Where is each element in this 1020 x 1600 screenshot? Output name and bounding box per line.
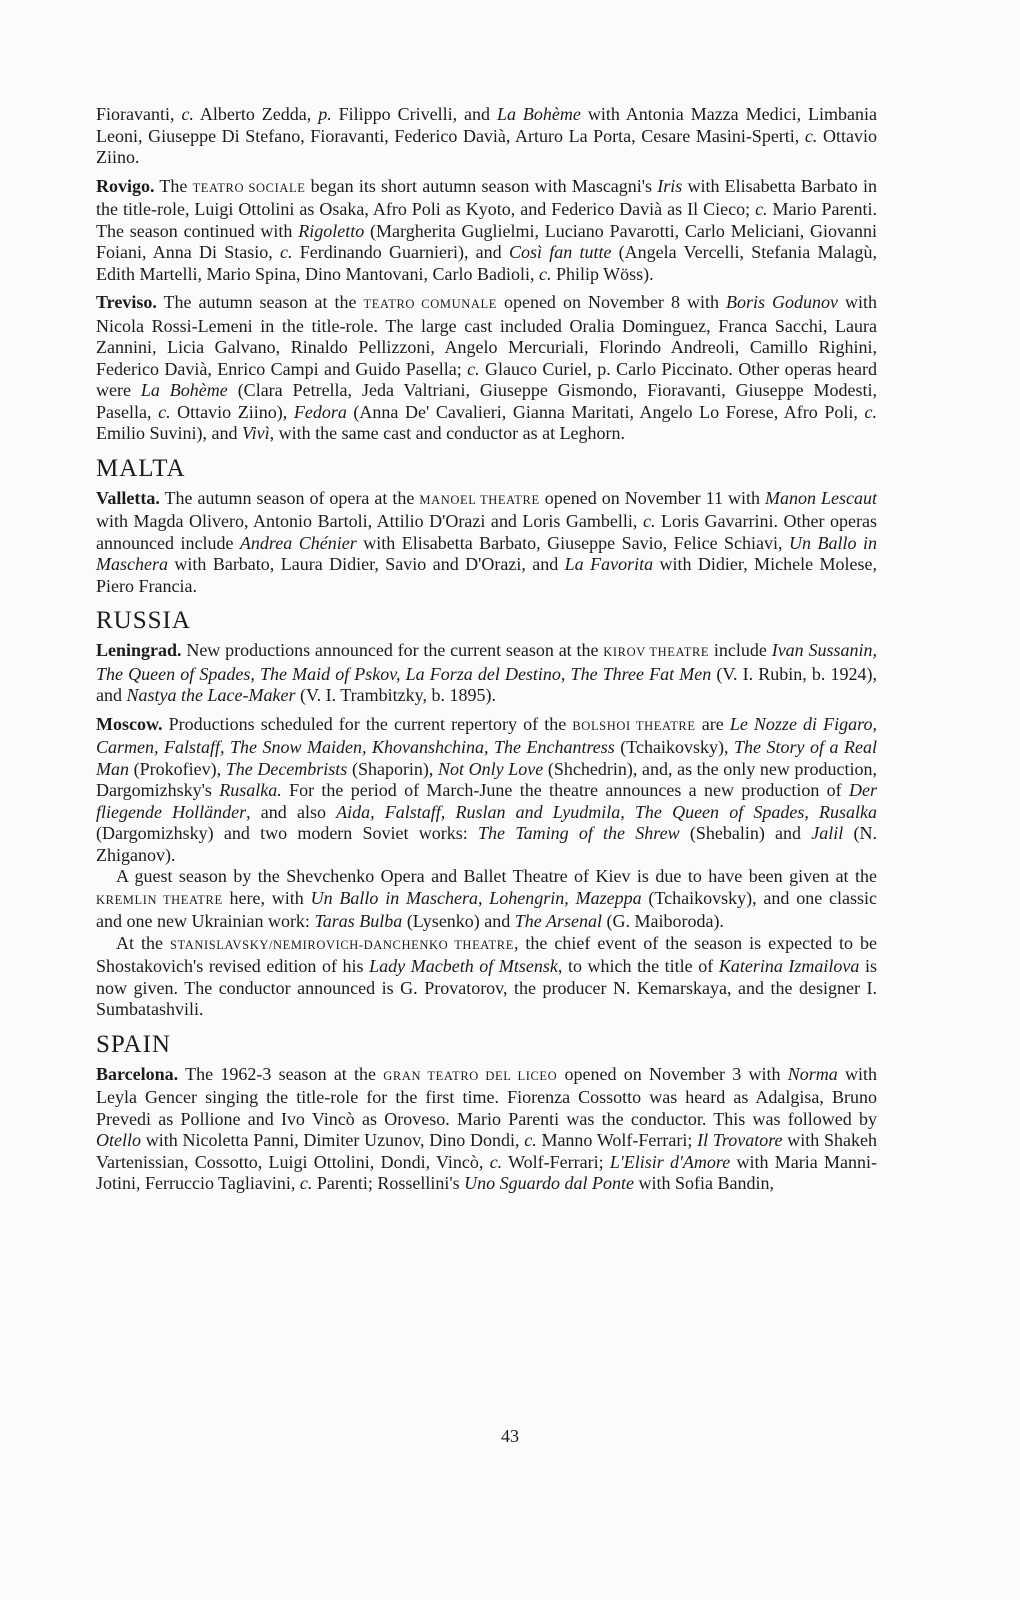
text-run: Filippo Crivelli, and [331,104,497,124]
text-run: Glauco Curiel, p. Carlo Piccinato. Other operas heard were [96,358,878,400]
text-run: opened on November 3 with [557,1063,788,1084]
italic-run: La Bohème [140,380,228,400]
italic-run: Fedora [293,401,347,422]
italic-run: Katerina Izmailova [718,956,860,976]
text-run: (Anna De' Cavalieri, Gianna Maritati, Angelo Lo Forese, Afro Poli, [346,401,865,422]
text-run: with Elisabetta Barbato, Giuseppe Savio, Felice Schiavi, [356,532,790,553]
place-name: Treviso. [96,292,157,312]
italic-run: Jalil [811,823,844,843]
italic-run: Ivan Sussanin, The Queen of Spades, The Maid of Pskov, La Forza del Destino, The Three Fat Men [96,640,877,684]
italic-run: The Arsenal [514,911,602,931]
text-run: Mario Parenti. The season continued with [96,199,877,241]
text-run: , to which the title of [557,956,719,976]
page-number: 43 [501,1426,519,1446]
italic-run: The Story of a Real Man [96,737,877,779]
italic-run: Der fliegende Holländer [96,780,877,822]
text-run: , the chief event of the season is expected to be Shostakovich's revised edition of his [96,932,877,976]
theatre-name: STANISLAVSKY/NEMIROVICH-DANCHENKO THEATRE [169,937,514,952]
text-run: (Dargomizhsky) and two modern Soviet works: [96,823,478,843]
text-run: include [709,640,772,660]
text-run: with Didier, Michele Molese, Piero Francia. [96,554,877,596]
place-name: Barcelona. [96,1063,179,1084]
place-name: Moscow. [96,713,163,734]
text-run: (Shaporin), [347,758,439,779]
text-run: The [154,175,193,196]
text-run: A guest season by the Shevchenko Opera and Ballet Theatre of Kiev is due to have been given at the [116,866,877,886]
body-paragraph [96,488,877,598]
body-paragraph [96,933,877,1021]
text-run: (V. I. Rubin, b. 1924), and [96,663,878,705]
italic-run: c. [804,125,818,146]
text-run: with Magda Olivero, Antonio Bartoli, Attilio D'Orazi and Loris Gambelli, [96,511,643,531]
text-run: with Nicola Rossi-Lemeni in the title-role. The large cast included Oralia Dominguez, Franca Sacchi, Laura Zannini, Licia Galvano, Rinaldo Pellizzoni, Angelo Mercuriali, Florindo Andreoli, Camillo Righini, Federico Davià, Enrico Campi and Guido Pasella; [96,292,877,379]
italic-run: c. [181,104,194,124]
text-run: opened on November 11 with [539,487,765,508]
italic-run: c. [280,242,293,262]
theatre-name: MANOEL THEATRE [419,492,540,507]
text-run: Emilio Suvini), and [96,423,242,443]
theatre-name: BOLSHOI THEATRE [572,718,696,733]
text-run: Wolf-Ferrari; [502,1151,610,1172]
italic-run: c. [158,401,171,422]
italic-run: Le Nozze di Figaro, Carmen, Falstaff, The Snow Maiden, Khovanshchina, The Enchantress [96,713,877,757]
place-name: Valletta. [96,487,160,508]
text-run: (Lysenko) and [402,911,515,931]
italic-run: Il Trovatore [697,1130,783,1150]
text-run: (Tchaikovsky), and one classic and one new Ukrainian work: [96,887,877,931]
theatre-name: TEATRO COMUNALE [363,297,497,311]
text-run: The autumn season at the [156,292,364,312]
italic-run: L'Elisir d'Amore [609,1151,731,1172]
body-paragraph [96,104,877,169]
text-run: , with the same cast and conductor as at Leghorn. [269,423,626,443]
text-run: here, with [222,887,311,908]
italic-run: Rigoletto [298,220,365,241]
text-run: Alberto Zedda, [193,104,319,124]
italic-run: Un Ballo in Maschera [96,532,877,574]
text-run: At the [116,932,170,953]
section-heading: RUSSIA [96,607,191,634]
text-run: with Shakeh Vartenissian, Cossotto, Luigi Ottolini, Dondi, Vincò, [96,1130,877,1172]
text-run: Fioravanti, [96,104,182,124]
italic-run: p. [318,104,332,124]
italic-run: Manon Lescaut [765,487,877,508]
text-run: For the period of March-June the theatre announces a new production of [281,780,849,800]
body-paragraph [96,292,877,445]
text-run: is now given. The conductor announced is G. Provatorov, the producer N. Kemarskaya, and the designer I. Sumbatashvili. [96,956,877,1019]
italic-run: c. [299,1173,313,1193]
text-run: with Barbato, Laura Didier, Savio and D'Orazi, and [167,554,565,574]
theatre-name: KIROV THEATRE [603,645,710,659]
italic-run: Norma [787,1063,838,1084]
italic-run: c. [489,1151,503,1172]
italic-run: Uno Sguardo dal Ponte [464,1173,634,1193]
italic-run: La Bohème [496,104,581,124]
section-heading: SPAIN [96,1030,171,1058]
italic-run: Rusalka. [219,780,282,800]
text-run: (Clara Petrella, Jeda Valtriani, Giuseppe Gismondo, Fioravanti, Giuseppe Modesti, Pasella, [96,380,877,422]
body-paragraph [96,714,877,867]
text-run: with Sofia Bandin, [633,1173,774,1193]
text-run: The autumn season of opera at the [159,487,420,508]
text-run: , and also [246,801,337,822]
text-run: (Shebalin) and [679,823,812,843]
text-run: Productions scheduled for the current repertory of the [162,713,573,734]
text-run: (V. I. Trambitzky, b. 1895). [295,685,496,705]
text-run: The 1962-3 season at the [178,1063,384,1084]
italic-run: The Taming of the Shrew [478,823,680,843]
italic-run: c. [642,511,656,531]
italic-run: c. [467,358,480,379]
text-run: Ottavio Ziino. [96,125,877,167]
italic-run: Iris [657,175,683,196]
text-column [96,104,877,1195]
text-run: with Antonia Mazza Medici, Limbania Leoni, Giuseppe Di Stefano, Fioravanti, Federico Davià, Arturo La Porta, Cesare Masini-Sperti, [96,104,877,146]
body-paragraph [96,1064,877,1195]
text-run: (Prokofiev), [129,758,226,779]
text-run: Loris Gavarrini. Other operas announced include [96,511,877,553]
text-run: (Tchaikovsky), [614,737,735,757]
italic-run: Così fan tutte [508,242,612,262]
italic-run: The Decembrists [225,758,348,779]
italic-run: Vivì [242,423,270,443]
place-name: Rovigo. [96,175,155,196]
italic-run: Taras Bulba [314,911,403,931]
theatre-name: GRAN TEATRO DEL LICEO [383,1068,558,1083]
text-run: Manno Wolf-Ferrari; [536,1130,698,1150]
italic-run: c. [755,199,768,219]
italic-run: Aida, Falstaff, Ruslan and Lyudmila, The Queen of Spades, Rusalka [336,801,878,822]
italic-run: Lady Macbeth of Mtsensk [369,956,558,976]
body-paragraph [96,640,877,707]
italic-run: Boris Godunov [725,292,838,312]
text-run: opened on November 8 with [496,292,726,312]
italic-run: Nastya the Lace-Maker [126,685,296,705]
text-run: Ferdinando Guarnieri), and [292,242,509,262]
body-paragraph [96,866,877,933]
text-run: New productions announced for the current season at the [181,640,604,660]
text-run: (Margherita Guglielmi, Luciano Pavarotti, Carlo Meliciani, Giovanni Foiani, Anna Di Stasio, [96,220,877,262]
text-run: with Nicoletta Panni, Dimiter Uzunov, Dino Dondi, [141,1130,525,1150]
italic-run: Not Only Love [438,758,544,779]
text-run: (G. Maiboroda). [601,911,724,931]
italic-run: c. [864,401,877,422]
place-name: Leningrad. [96,640,182,660]
body-paragraph [96,176,877,286]
text-run: with Maria Manni-Jotini, Ferruccio Tagliavini, [96,1151,878,1193]
text-run: began its short autumn season with Mascagni's [305,175,658,196]
theatre-name: KREMLIN THEATRE [96,892,223,907]
text-run: (Angela Vercelli, Stefania Malagù, Edith Martelli, Mario Spina, Dino Mantovani, Carlo Badioli, [96,242,877,284]
text-run: Ottavio Ziino), [170,401,294,422]
text-run: Parenti; Rossellini's [312,1173,465,1193]
text-run: with Leyla Gencer singing the title-role for the first time. Fiorenza Cossotto was heard as Adalgisa, Bruno Prevedi as Pollione and Ivo Vincò as Oroveso. Mario Parenti was the conductor. This was followed by [96,1063,877,1129]
text-run: (Shchedrin), and, as the only new production, Dargomizhsky's [96,758,877,800]
italic-run: Andrea Chénier [239,532,357,553]
italic-run: Otello [96,1130,141,1150]
section-heading: MALTA [96,454,186,482]
theatre-name: TEATRO SOCIALE [192,180,306,195]
text-run: (N. Zhiganov). [96,823,878,865]
text-run: Philip Wöss). [551,263,654,284]
italic-run: c. [538,263,552,284]
text-run: are [695,713,730,734]
italic-run: La Favorita [564,554,654,574]
text-run: with Elisabetta Barbato in the title-role, Luigi Ottolini as Osaka, Afro Poli as Kyoto, and Federico Davià as Il Cieco; [96,175,878,219]
italic-run: c. [524,1130,537,1150]
italic-run: Un Ballo in Maschera, Lohengrin, Mazeppa [310,887,642,908]
